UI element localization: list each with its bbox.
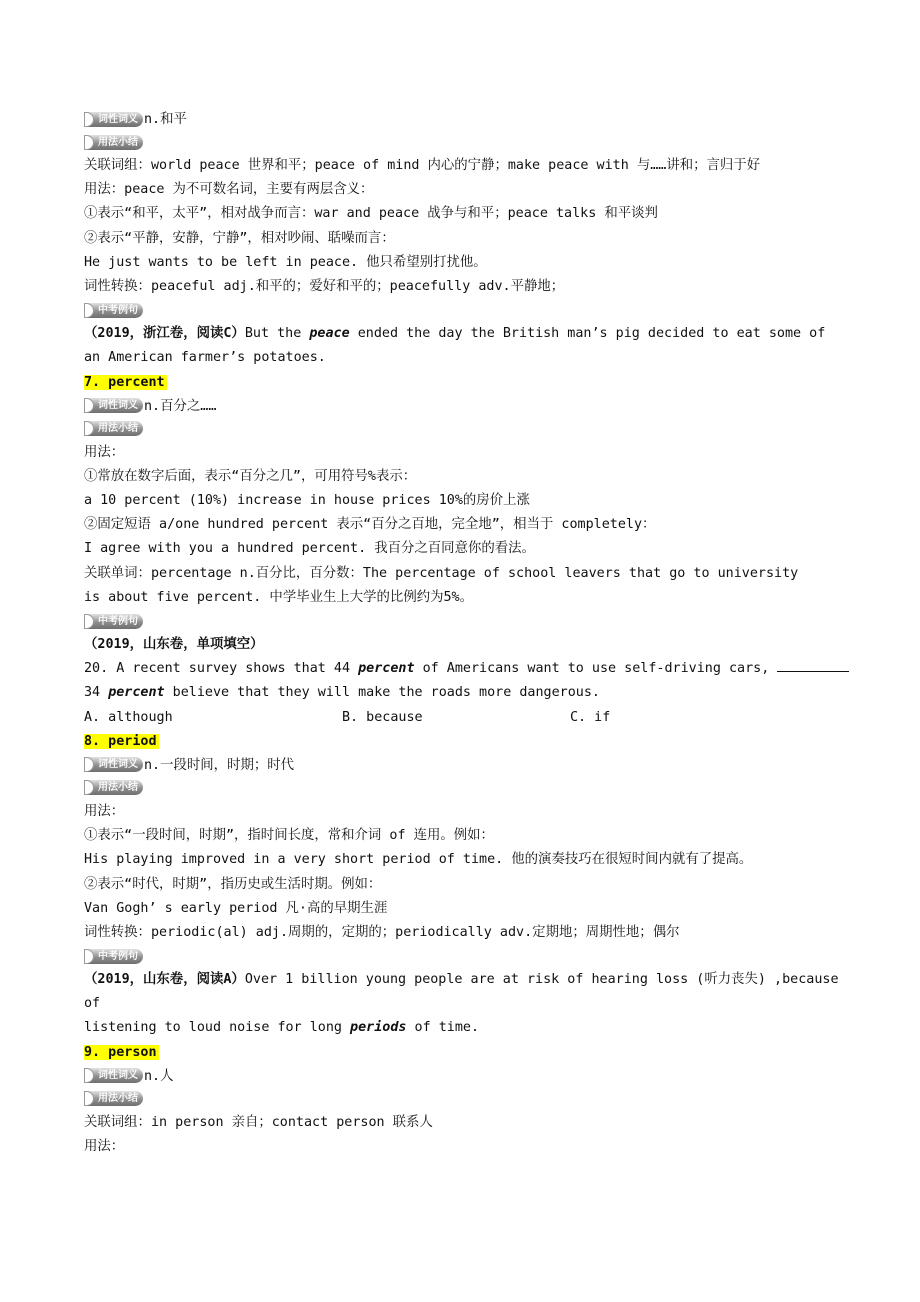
document-page	[84, 108, 884, 1159]
percent-example-2: I agree with you a hundred percent. 我百分之百同意你的看法。	[84, 541, 535, 557]
peace-exam-line-1: （2019，浙江卷，阅读C）But the peace ended the day the British man’s pig decided to eat some of	[84, 326, 826, 342]
person-meaning: n.人	[144, 1068, 174, 1084]
percent-question-line-1: 20. A recent survey shows that 44 percent of Americans want to use self-driving cars,	[84, 657, 884, 681]
person-meaning-line	[84, 1065, 884, 1088]
entry-heading-percent: 7. percent	[84, 374, 165, 390]
exam-badge-line	[84, 299, 884, 322]
exam-badge-line	[84, 610, 884, 633]
period-example-1: His playing improved in a very short period of time. 他的演奏技巧在很短时间内就有了提高。	[84, 852, 753, 868]
percent-example-1: a 10 percent (10%) increase in house prices 10%的房价上涨	[84, 493, 530, 509]
option-b: B. because	[342, 709, 423, 725]
keyword: percent	[108, 685, 165, 701]
keyword: peace	[309, 326, 350, 342]
exam-example-badge: 中考例句	[84, 303, 143, 318]
percent-exam-source: （2019，山东卷，单项填空）	[84, 637, 264, 652]
exam-example-badge: 中考例句	[84, 949, 143, 964]
peace-exam-line-2: an American farmer’s potatoes.	[84, 350, 326, 366]
period-example-2: Van Gogh’ s early period 凡·高的早期生涯	[84, 900, 388, 916]
percent-meaning: n.百分之……	[144, 398, 217, 414]
percent-point-2: ②固定短语 a/one hundred percent 表示“百分之百地，完全地”，相当于 completely：	[84, 517, 656, 533]
answer-blank	[777, 657, 849, 672]
usage-summary-badge: 用法小结	[84, 421, 143, 436]
percent-usage-label: 用法：	[84, 444, 125, 460]
exam-source: （2019，浙江卷，阅读C）	[84, 326, 245, 342]
part-of-speech-badge: 词性词义	[84, 112, 143, 127]
period-meaning: n.一段时间，时期；时代	[144, 757, 295, 773]
period-exam-line-1: （2019，山东卷，阅读A）Over 1 billion young people are at risk of hearing loss (听力丧失) ,because	[84, 972, 839, 988]
peace-meaning-line	[84, 108, 884, 131]
peace-conversion: 词性转换：peaceful adj.和平的；爱好和平的；peacefully adv.平静地；	[84, 278, 565, 294]
peace-meaning: n.和平	[144, 112, 187, 127]
period-point-1: ①表示“一段时间，时期”，指时间长度，常和介词 of 连用。例如：	[84, 828, 494, 844]
usage-badge-line	[84, 1088, 884, 1111]
person-phrases: 关联词组：in person 亲自；contact person 联系人	[84, 1114, 433, 1130]
entry-heading-person: 9. person	[84, 1044, 157, 1060]
part-of-speech-badge: 词性词义	[84, 757, 143, 772]
keyword: percent	[358, 661, 415, 677]
usage-summary-badge: 用法小结	[84, 780, 143, 795]
answer-options	[84, 706, 884, 730]
entry-heading-period: 8. period	[84, 733, 157, 749]
peace-point-2: ②表示“平静，安静，宁静”，相对吵闹、聒噪而言：	[84, 230, 395, 246]
percent-related-1: 关联单词：percentage n.百分比，百分数：The percentage of school leavers that go to university	[84, 565, 799, 581]
part-of-speech-badge: 词性词义	[84, 1068, 143, 1083]
person-usage-label: 用法：	[84, 1139, 125, 1154]
usage-summary-badge: 用法小结	[84, 135, 143, 150]
peace-example-2: He just wants to be left in peace. 他只希望别打扰他。	[84, 254, 487, 270]
keyword: periods	[350, 1020, 407, 1036]
percent-point-1: ①常放在数字后面，表示“百分之几”，可用符号%表示：	[84, 468, 417, 484]
percent-related-2: is about five percent. 中学毕业生上大学的比例约为5%。	[84, 589, 474, 605]
exam-example-badge: 中考例句	[84, 614, 143, 629]
peace-point-1: ①表示“和平，太平”，相对战争而言：war and peace 战争与和平；peace talks 和平谈判	[84, 206, 658, 222]
exam-source: （2019，山东卷，阅读A）	[84, 972, 245, 988]
period-usage-label: 用法：	[84, 803, 125, 819]
peace-phrases: 关联词组：world peace 世界和平；peace of mind 内心的宁静；make peace with 与……讲和；言归于好	[84, 158, 761, 173]
percent-question-line-2: 34 percent believe that they will make the roads more dangerous.	[84, 685, 600, 701]
part-of-speech-badge: 词性词义	[84, 398, 143, 413]
exam-badge-line	[84, 945, 884, 968]
usage-badge-line	[84, 418, 884, 441]
percent-meaning-line	[84, 395, 884, 418]
period-exam-line-3: listening to loud noise for long periods of time.	[84, 1020, 480, 1036]
peace-usage-intro: 用法：peace 为不可数名词，主要有两层含义：	[84, 182, 374, 198]
option-a: A. although	[84, 709, 173, 725]
period-exam-line-2: of	[84, 996, 101, 1012]
usage-badge-line	[84, 777, 884, 800]
period-conversion: 词性转换：periodic(al) adj.周期的，定期的；periodically adv.定期地；周期性地；偶尔	[84, 924, 680, 940]
period-point-2: ②表示“时代，时期”，指历史或生活时期。例如：	[84, 876, 382, 892]
period-meaning-line	[84, 754, 884, 777]
usage-badge-line	[84, 131, 884, 154]
usage-summary-badge: 用法小结	[84, 1091, 143, 1106]
option-c: C. if	[570, 709, 611, 725]
